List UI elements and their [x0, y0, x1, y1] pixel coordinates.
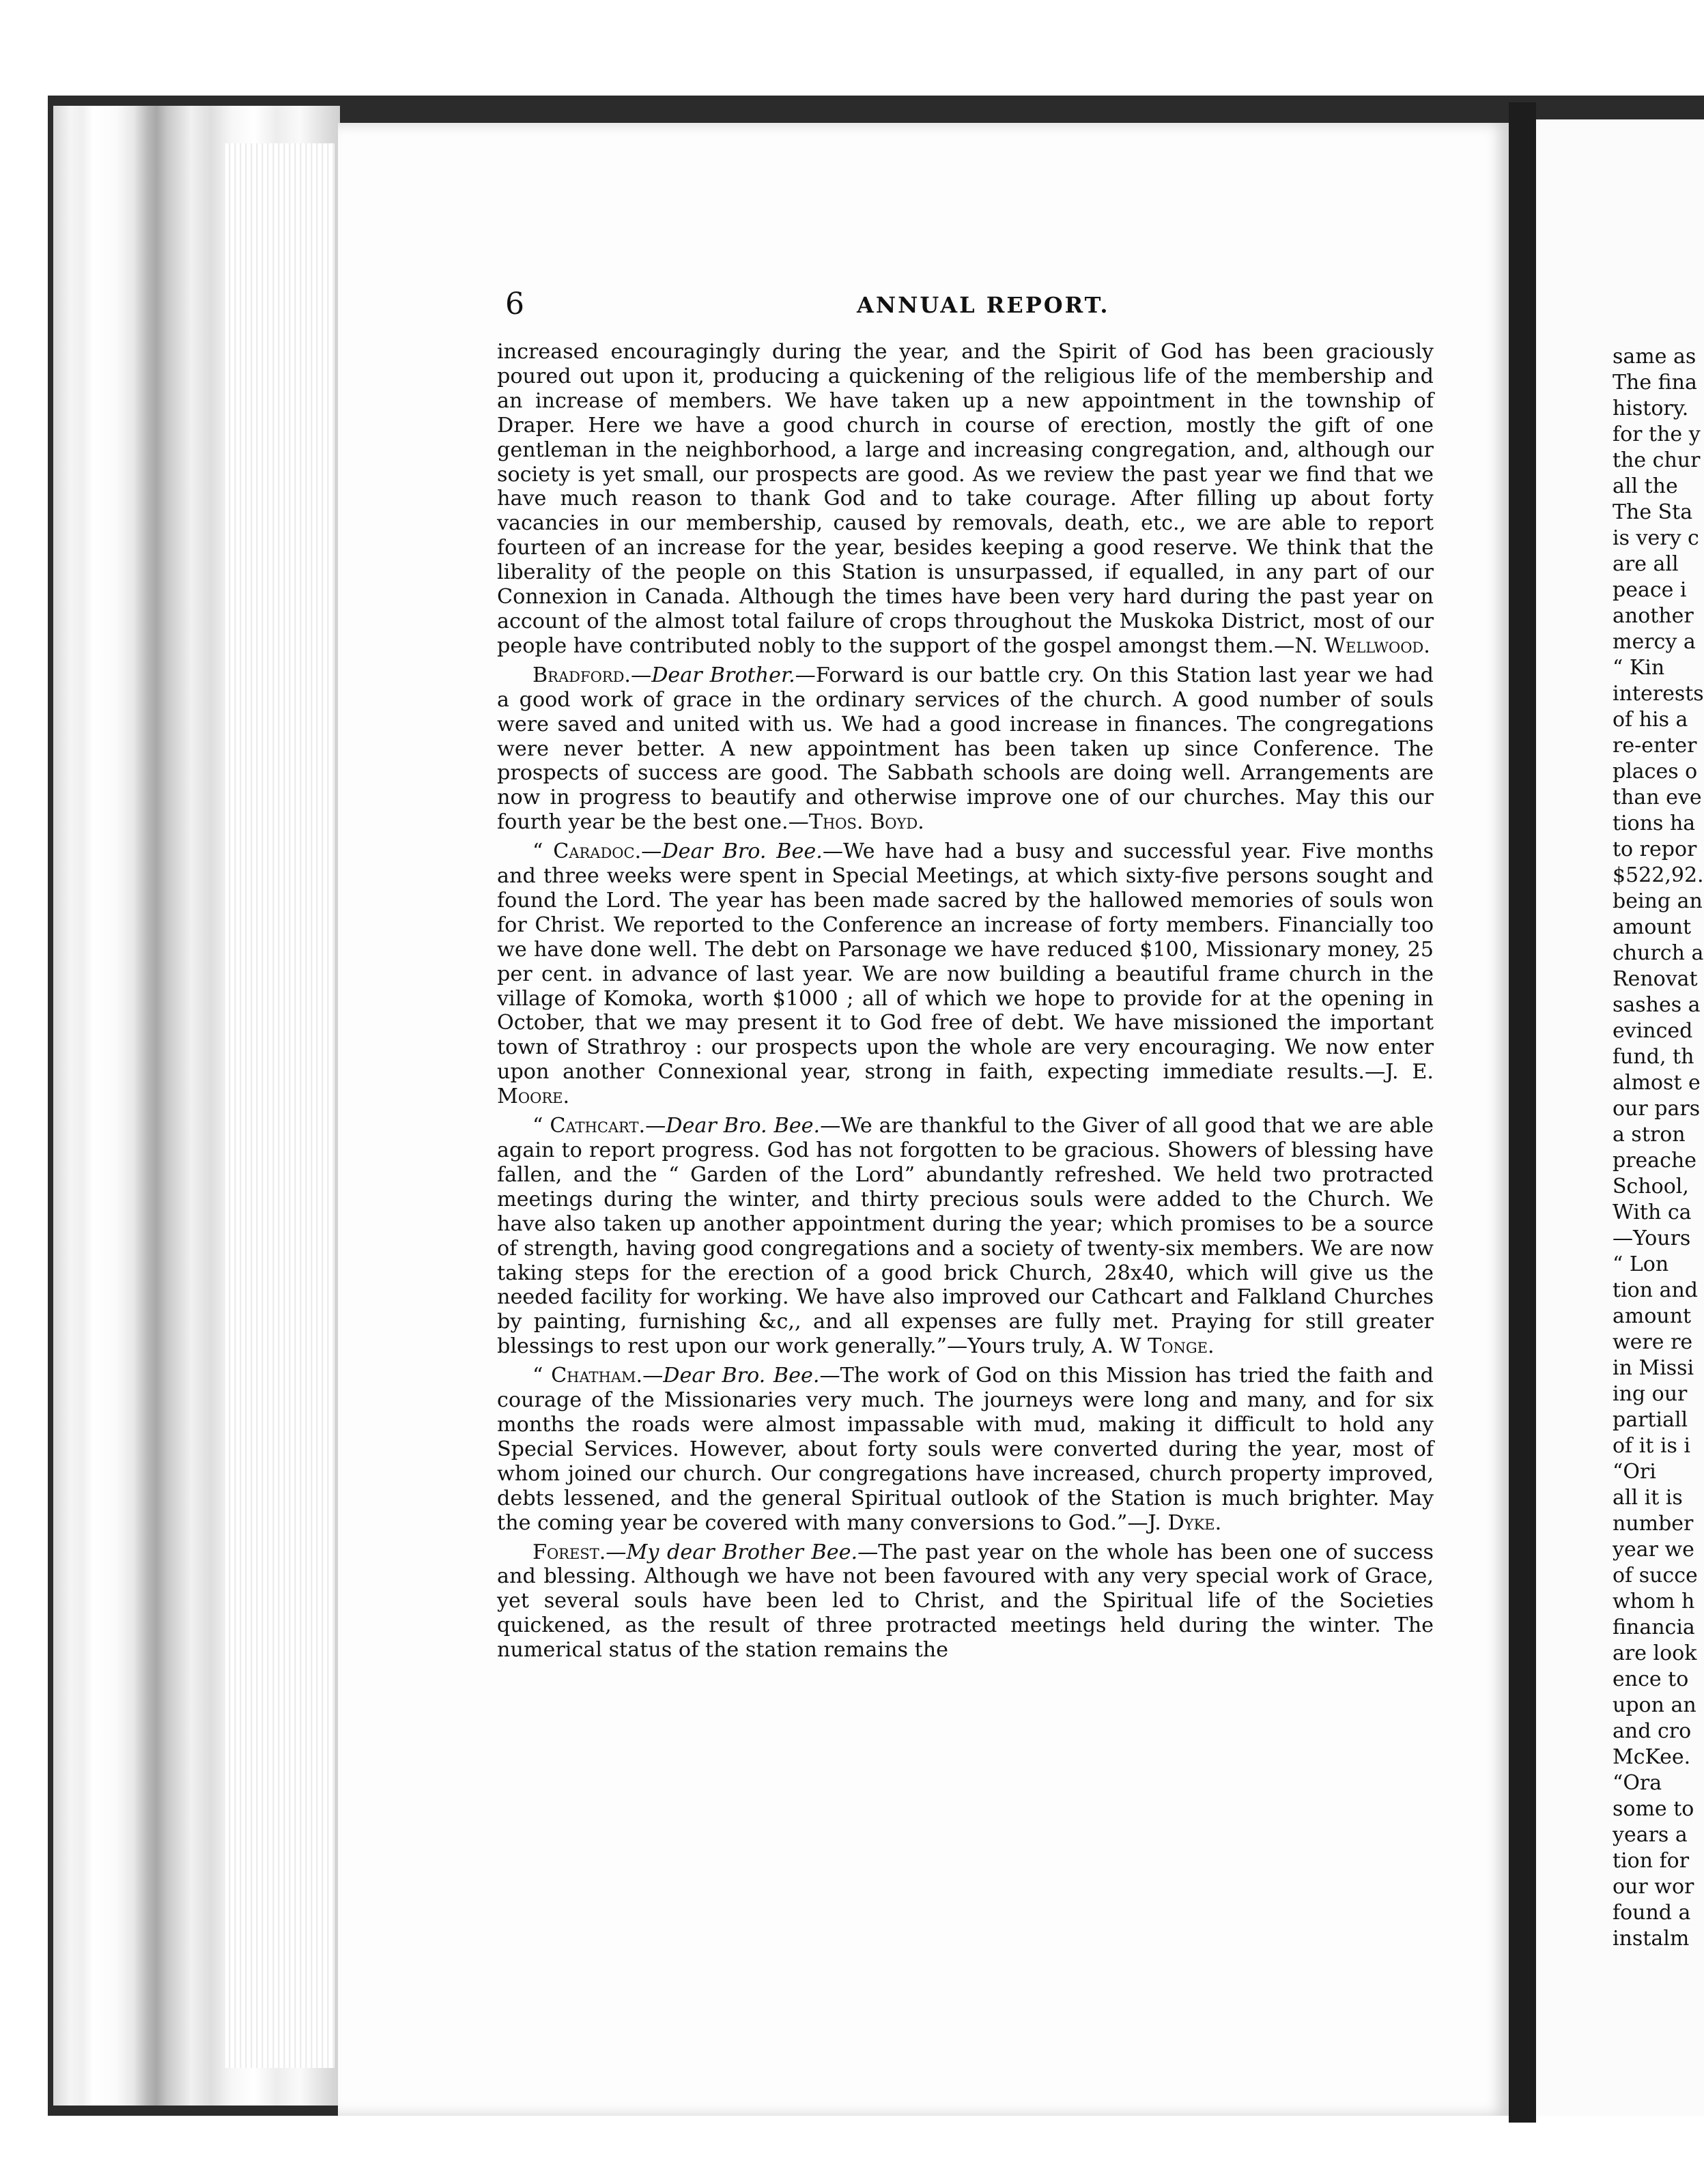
- right-page-line: School,: [1613, 1175, 1689, 1198]
- right-page-line: tion for: [1613, 1849, 1690, 1873]
- right-page-line: year we: [1613, 1538, 1694, 1562]
- right-page-line: number: [1613, 1512, 1694, 1536]
- right-page-line: being an: [1613, 889, 1703, 913]
- book-gutter: [1509, 102, 1536, 2123]
- right-page-line: Renovat: [1613, 967, 1698, 991]
- right-page-line: amount: [1613, 1304, 1692, 1328]
- right-page-line: history.: [1613, 397, 1689, 420]
- right-page-line: evinced: [1613, 1019, 1693, 1043]
- right-page-line: than eve: [1613, 786, 1702, 809]
- right-page-line: places o: [1613, 760, 1698, 784]
- right-page-line: re-enter: [1613, 734, 1697, 758]
- right-page-line: all the: [1613, 474, 1678, 498]
- right-page-line: The fina: [1613, 371, 1697, 394]
- station-heading: “ Chatham.—: [532, 1364, 664, 1388]
- signature: N. Wellwood.: [1294, 633, 1430, 658]
- right-page-line: interests: [1613, 682, 1704, 706]
- right-page-line: some to: [1613, 1797, 1694, 1821]
- right-page-line: found a: [1613, 1901, 1691, 1925]
- right-page-line: of his a: [1613, 708, 1688, 732]
- right-page-line: and cro: [1613, 1719, 1692, 1743]
- running-title: ANNUAL REPORT.: [857, 292, 1110, 318]
- right-page-line: our pars: [1613, 1097, 1701, 1121]
- paragraph-text: —Forward is our battle cry. On this Station last year we had a good work of grace in the ordinary services of the church. A good number of souls were saved and united with us. We had a good increase in finances. The congregations were never better. A new appointment has been taken up since Conference. The prospects of success are good. The Sabbath schools are doing well. Arrangements are now in progress to beautify and otherwise improve one of our churches. May this our fourth year be the best one.—: [497, 663, 1434, 835]
- right-page-line: sashes a: [1613, 993, 1701, 1017]
- right-page-line: financia: [1613, 1615, 1695, 1639]
- right-page-line: —Yours: [1613, 1226, 1691, 1250]
- paragraph-continuation: [497, 340, 1434, 659]
- right-page-line: ing our: [1613, 1382, 1688, 1406]
- right-page-line: years a: [1613, 1823, 1688, 1847]
- right-page-line: instalm: [1613, 1927, 1690, 1951]
- right-page-line: same as: [1613, 345, 1696, 369]
- right-page-line: “ Kin: [1613, 656, 1665, 680]
- right-page-line: are all: [1613, 552, 1679, 576]
- paragraph-bradford: [497, 663, 1434, 835]
- right-page-line: $522,92.: [1613, 863, 1704, 887]
- right-page-line: a stron: [1613, 1123, 1686, 1147]
- signature: A. W Tonge.: [1092, 1334, 1215, 1359]
- right-page-line: preache: [1613, 1149, 1697, 1173]
- right-page-line: mercy a: [1613, 630, 1696, 654]
- salutation: Dear Brother.: [651, 663, 795, 687]
- right-page-line: With ca: [1613, 1201, 1692, 1224]
- paragraph-cathcart: [497, 1114, 1434, 1359]
- right-page-line: are look: [1613, 1641, 1697, 1665]
- station-heading: Forest.—: [532, 1540, 627, 1564]
- signature: Thos. Boyd.: [808, 810, 924, 835]
- right-page-line: tion and: [1613, 1278, 1698, 1302]
- right-page-line: fund, th: [1613, 1045, 1694, 1069]
- right-page-line: whom h: [1613, 1590, 1695, 1613]
- page-header: [505, 287, 1427, 328]
- salutation: My dear Brother Bee.: [626, 1540, 858, 1564]
- right-page-line: for the y: [1613, 422, 1701, 446]
- salutation: Dear Bro. Bee.: [666, 1114, 821, 1138]
- paragraph-chatham: [497, 1364, 1434, 1535]
- signature: J. E. Moore.: [497, 1060, 1434, 1109]
- right-page-line: almost e: [1613, 1071, 1701, 1095]
- right-page-line: of succe: [1613, 1564, 1698, 1587]
- right-page-line: tions ha: [1613, 811, 1696, 835]
- right-page-line: McKee.: [1613, 1745, 1691, 1769]
- right-page-line: partiall: [1613, 1408, 1688, 1432]
- right-page-line: in Missi: [1613, 1356, 1694, 1380]
- page-stack: [225, 143, 335, 2068]
- right-page-text: [1613, 344, 1704, 1952]
- right-page-line: our wor: [1613, 1875, 1694, 1899]
- right-page-line: church a: [1613, 941, 1704, 965]
- right-page-line: is very c: [1613, 526, 1699, 550]
- page-number: 6: [505, 287, 524, 321]
- paragraph-text: increased encouragingly during the year, and the Spirit of God has been graciously poured out upon it, producing a quickening of the religious life of the membership and an increase of members. We have taken up a new appointment in the township of Draper. Here we have a good church in course of erection, mostly the gift of one gentleman in the neighborhood, a large and increasing congregation, and, although our society is yet small, our prospects are good. As we review the past year we find that we have much reason to thank God and to take courage. After filling up about forty vacancies in our membership, caused by removals, death, etc., we are able to report fourteen of an increase for the year, besides keeping a good reserve. We think that the liberality of the people on this Station is unsurpassed, if equalled, in any part of our Connexion in Canada. Although the times have been very hard during the past year on account of the almost total failure of crops throughout the Muskoka District, most of our people have contributed nobly to the support of the gospel amongst them.—: [497, 340, 1434, 658]
- paragraph-text: —We have had a busy and successful year. Five months and three weeks were spent in Special Meetings, at which sixty-five persons sought and found the Lord. The year has been made sacred by the hallowed memories of souls won for Christ. We reported to the Conference an increase of forty members. Financially too we have done well. The debt on Parsonage we have reduced $100, Missionary money, 25 per cent. in advance of last year. We are now building a beautiful frame church in the village of Komoka, worth $1000 ; all of which we hope to provide for at the opening in October, that we may present it to God free of debt. We have missioned the important town of Strathroy : our prospects upon the whole are very encouraging. We now enter upon another Connexional year, strong in faith, expecting immediate results.—: [497, 839, 1434, 1084]
- right-page-line: ence to: [1613, 1667, 1689, 1691]
- salutation: Dear Bro. Bee.: [662, 839, 823, 864]
- report-body: [497, 340, 1434, 1667]
- right-page-line: the chur: [1613, 448, 1701, 472]
- right-page-line: “ Lon: [1613, 1252, 1669, 1276]
- right-page-line: were re: [1613, 1330, 1693, 1354]
- right-page-line: of it is i: [1613, 1434, 1691, 1458]
- right-page-line: The Sta: [1613, 500, 1693, 524]
- paragraph-text: —We are thankful to the Giver of all good that we are able again to report progress. God has not forgotten to be gracious. Showers of blessing have fallen, and the “ Garden of the Lord” abundantly refreshed. We held two protracted meetings during the winter, and thirty precious souls were added to the Church. We have also taken up another appointment during the year; which promises to be a source of strength, having good congregations and a society of twenty-six members. We are now taking steps for the erection of a good brick Church, 28x40, which will give us the needed facility for working. We have also improved our Cathcart and Falkland Churches by painting, furnishing &c,, and all expenses are fully met. Praying for still greater blessings to rest upon our work generally.”—Yours truly,: [497, 1114, 1434, 1359]
- right-page-line: another: [1613, 604, 1694, 628]
- salutation: Dear Bro. Bee.: [663, 1364, 820, 1388]
- right-page-line: “Ori: [1613, 1460, 1656, 1484]
- right-page-line: all it is: [1613, 1486, 1683, 1510]
- paragraph-text: —The past year on the whole has been one of success and blessing. Although we have not been favoured with any very special work of Grace, yet several souls have been led to Christ, and the Spiritual life of the Societies quickened, as the result of three protracted meetings held during the winter. The numerical status of the station remains the: [497, 1540, 1434, 1663]
- paragraph-text: —The work of God on this Mission has tried the faith and courage of the Missionaries very much. The journeys were long and many, and for six months the roads were almost impassable with mud, making it difficult to hold any Special Services. However, about forty souls were converted during the year, most of whom joined our church. Our congregations have increased, church property improved, debts lessened, and the general Spiritual outlook of the Station is much brighter. May the coming year be covered with many conversions to God.”—: [497, 1364, 1434, 1535]
- right-page-line: peace i: [1613, 578, 1687, 602]
- right-page-line: upon an: [1613, 1693, 1696, 1717]
- right-page-line: amount: [1613, 915, 1692, 939]
- paragraph-forest: [497, 1540, 1434, 1663]
- station-heading: “ Cathcart.—: [532, 1114, 666, 1138]
- paragraph-caradoc: [497, 839, 1434, 1109]
- station-heading: “ Caradoc.—: [532, 839, 662, 864]
- station-heading: Bradford.—: [532, 663, 652, 687]
- right-page-line: “Ora: [1613, 1771, 1662, 1795]
- signature: J. Dyke.: [1148, 1510, 1222, 1535]
- right-page-line: to repor: [1613, 837, 1697, 861]
